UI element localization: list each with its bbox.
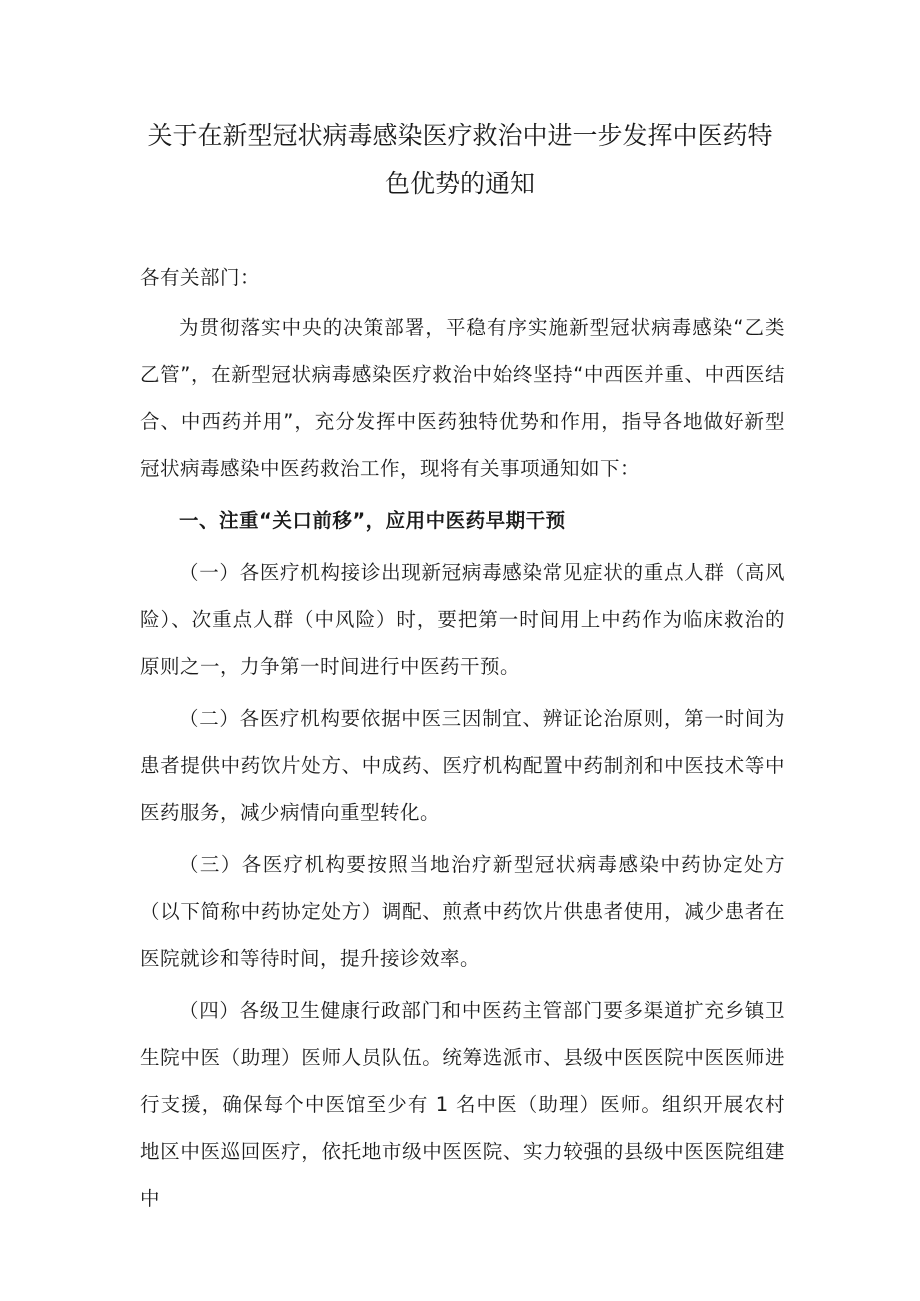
- item-paragraph-1: （一）各医疗机构接诊出现新冠病毒感染常见症状的重点人群（高风险）、次重点人群（中风险）时，要把第一时间用上中药作为临床救治的原则之一，力争第一时间进行中医药干预。: [140, 561, 785, 678]
- item-paragraph-3: （三）各医疗机构要按照当地治疗新型冠状病毒感染中药协定处方（以下简称中药协定处方）调配、煎煮中药饮片供患者使用，减少患者在医院就诊和等待时间，提升接诊效率。: [140, 853, 785, 970]
- intro-paragraph: 为贯彻落实中央的决策部署，平稳有序实施新型冠状病毒感染“乙类乙管”，在新型冠状病毒感染医疗救治中始终坚持“中西医并重、中西医结合、中西药并用”，充分发挥中医药独特优势和作用，指导各地做好新型冠状病毒感染中医药救治工作，现将有关事项通知如下：: [140, 316, 785, 480]
- document-title: 关于在新型冠状病毒感染医疗救治中进一步发挥中医药特色优势的通知: [147, 121, 773, 198]
- item-paragraph-2: （二）各医疗机构要依据中医三因制宜、辨证论治原则，第一时间为患者提供中药饮片处方、中成药、医疗机构配置中药制剂和中医技术等中医药服务，减少病情向重型转化。: [140, 707, 785, 824]
- salutation: 各有关部门：: [140, 266, 261, 289]
- item-paragraph-4: （四）各级卫生健康行政部门和中医药主管部门要多渠道扩充乡镇卫生院中医（助理）医师人员队伍。统筹选派市、县级中医医院中医医师进行支援，确保每个中医馆至少有 1 名中医（助理）医师。组织开展农村地区中医巡回医疗，依托地市级中医医院、实力较强的县级中医医院组建中: [140, 999, 785, 1210]
- document-body: [140, 254, 785, 1227]
- section-heading: 一、注重“关口前移”，应用中医药早期干预: [179, 509, 566, 532]
